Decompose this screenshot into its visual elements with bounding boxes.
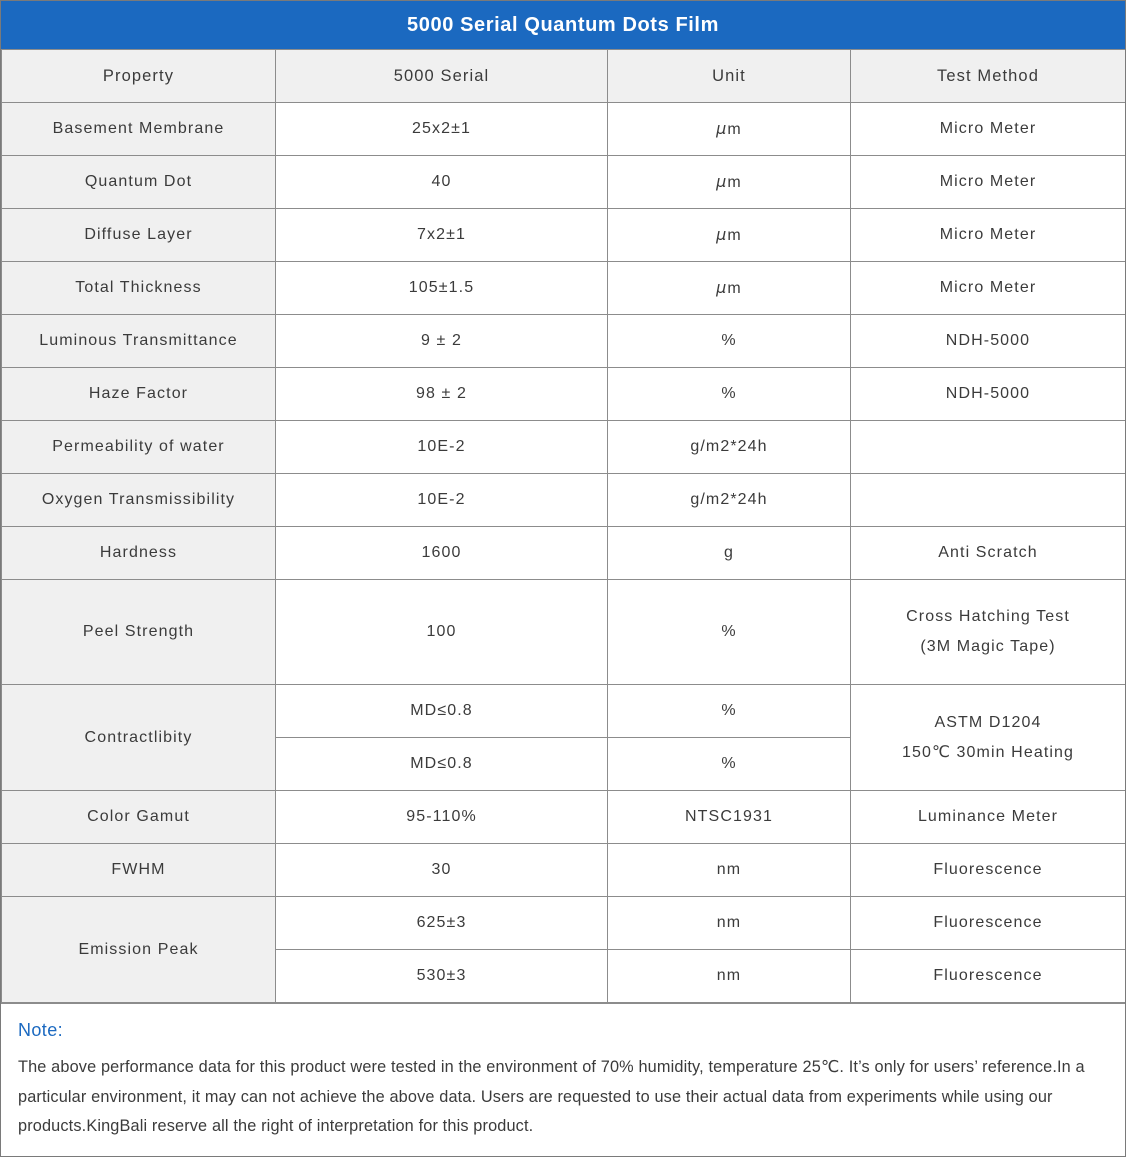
row-unit: %: [608, 315, 851, 368]
row-value: 30: [276, 844, 608, 897]
row-unit: μm: [608, 262, 851, 315]
table-row: [2, 103, 1126, 156]
row-method: NDH-5000: [851, 368, 1126, 421]
row-unit: nm: [608, 897, 851, 950]
row-property: Diffuse Layer: [2, 209, 276, 262]
table-row-fwhm: [2, 844, 1126, 897]
row-property: Emission Peak: [2, 897, 276, 1003]
row-unit: g/m2*24h: [608, 474, 851, 527]
table-row: [2, 421, 1126, 474]
table-row: [2, 474, 1126, 527]
table-header: [2, 50, 1126, 103]
column-header-unit: Unit: [608, 50, 851, 103]
row-method-line1: Cross Hatching Test: [906, 608, 1070, 626]
row-value: 625±3: [276, 897, 608, 950]
table-row: [2, 315, 1126, 368]
table-header-row: [2, 50, 1126, 103]
row-method: [851, 685, 1126, 791]
row-value: 98 ± 2: [276, 368, 608, 421]
row-property: Haze Factor: [2, 368, 276, 421]
row-property: Basement Membrane: [2, 103, 276, 156]
column-header-property: Property: [2, 50, 276, 103]
row-unit: μm: [608, 103, 851, 156]
table-body: [2, 103, 1126, 1003]
row-unit: μm: [608, 156, 851, 209]
row-property: Oxygen Transmissibility: [2, 474, 276, 527]
row-unit: %: [608, 685, 851, 738]
row-method-line2: 150℃ 30min Heating: [901, 743, 1075, 761]
row-value: 95-110%: [276, 791, 608, 844]
row-value: MD≤0.8: [276, 738, 608, 791]
micro-symbol: μ: [716, 172, 728, 191]
table-row: [2, 262, 1126, 315]
row-property: Color Gamut: [2, 791, 276, 844]
row-property: Total Thickness: [2, 262, 276, 315]
row-unit: %: [608, 580, 851, 685]
row-value: 25x2±1: [276, 103, 608, 156]
row-method: Micro Meter: [851, 209, 1126, 262]
table-row: [2, 368, 1126, 421]
table-row-emission-peak-1: [2, 897, 1126, 950]
row-method-line2: (3M Magic Tape): [920, 638, 1056, 655]
row-method: NDH-5000: [851, 315, 1126, 368]
row-method-line1: ASTM D1204: [934, 713, 1042, 731]
table-row-contractlibity-1: [2, 685, 1126, 738]
row-unit: g/m2*24h: [608, 421, 851, 474]
row-method: [851, 580, 1126, 685]
table-row-peel-strength: [2, 580, 1126, 685]
row-value: 530±3: [276, 950, 608, 1003]
row-unit: NTSC1931: [608, 791, 851, 844]
row-property: Peel Strength: [2, 580, 276, 685]
row-property: Contractlibity: [2, 685, 276, 791]
row-value: 10E-2: [276, 421, 608, 474]
table-row: [2, 209, 1126, 262]
row-value: 105±1.5: [276, 262, 608, 315]
note-body: The above performance data for this product were tested in the environment of 70% humidity, temperature 25℃. It’s only for users’ reference.In a particular environment, it may can not achieve the above data. Users are requested to use their actual data from experiments while using our products.KingBali reserve all the right of interpretation for this product.: [18, 1058, 1085, 1136]
row-method: Fluorescence: [851, 844, 1126, 897]
table-row-color-gamut: [2, 791, 1126, 844]
column-header-model: 5000 Serial: [276, 50, 608, 103]
row-property: Luminous Transmittance: [2, 315, 276, 368]
table-row: [2, 527, 1126, 580]
row-value: 9 ± 2: [276, 315, 608, 368]
table-row: [2, 156, 1126, 209]
page-title: [1, 1, 1125, 49]
row-method: Micro Meter: [851, 103, 1126, 156]
column-header-testmethod: Test Method: [851, 50, 1126, 103]
row-property: Permeability of water: [2, 421, 276, 474]
row-method: Micro Meter: [851, 156, 1126, 209]
row-unit: %: [608, 738, 851, 791]
row-value: 7x2±1: [276, 209, 608, 262]
row-property: Hardness: [2, 527, 276, 580]
row-unit: g: [608, 527, 851, 580]
row-method: Micro Meter: [851, 262, 1126, 315]
row-value: 100: [276, 580, 608, 685]
row-value: 40: [276, 156, 608, 209]
row-method: Luminance Meter: [851, 791, 1126, 844]
row-property: FWHM: [2, 844, 276, 897]
specification-table: [1, 49, 1126, 1003]
row-method: [851, 474, 1126, 527]
row-property: Quantum Dot: [2, 156, 276, 209]
row-unit: nm: [608, 844, 851, 897]
page-title-text: 5000 Serial Quantum Dots Film: [407, 13, 719, 36]
micro-symbol: μ: [716, 119, 728, 138]
micro-symbol: μ: [716, 225, 728, 244]
row-unit: μm: [608, 209, 851, 262]
row-method: Fluorescence: [851, 897, 1126, 950]
row-method: Anti Scratch: [851, 527, 1126, 580]
row-value: 10E-2: [276, 474, 608, 527]
row-value: MD≤0.8: [276, 685, 608, 738]
micro-symbol: μ: [716, 278, 728, 297]
row-unit: %: [608, 368, 851, 421]
row-method: [851, 421, 1126, 474]
row-method: Fluorescence: [851, 950, 1126, 1003]
note-title: Note:: [18, 1020, 64, 1040]
row-unit: nm: [608, 950, 851, 1003]
note-section: [1, 1003, 1125, 1152]
row-value: 1600: [276, 527, 608, 580]
